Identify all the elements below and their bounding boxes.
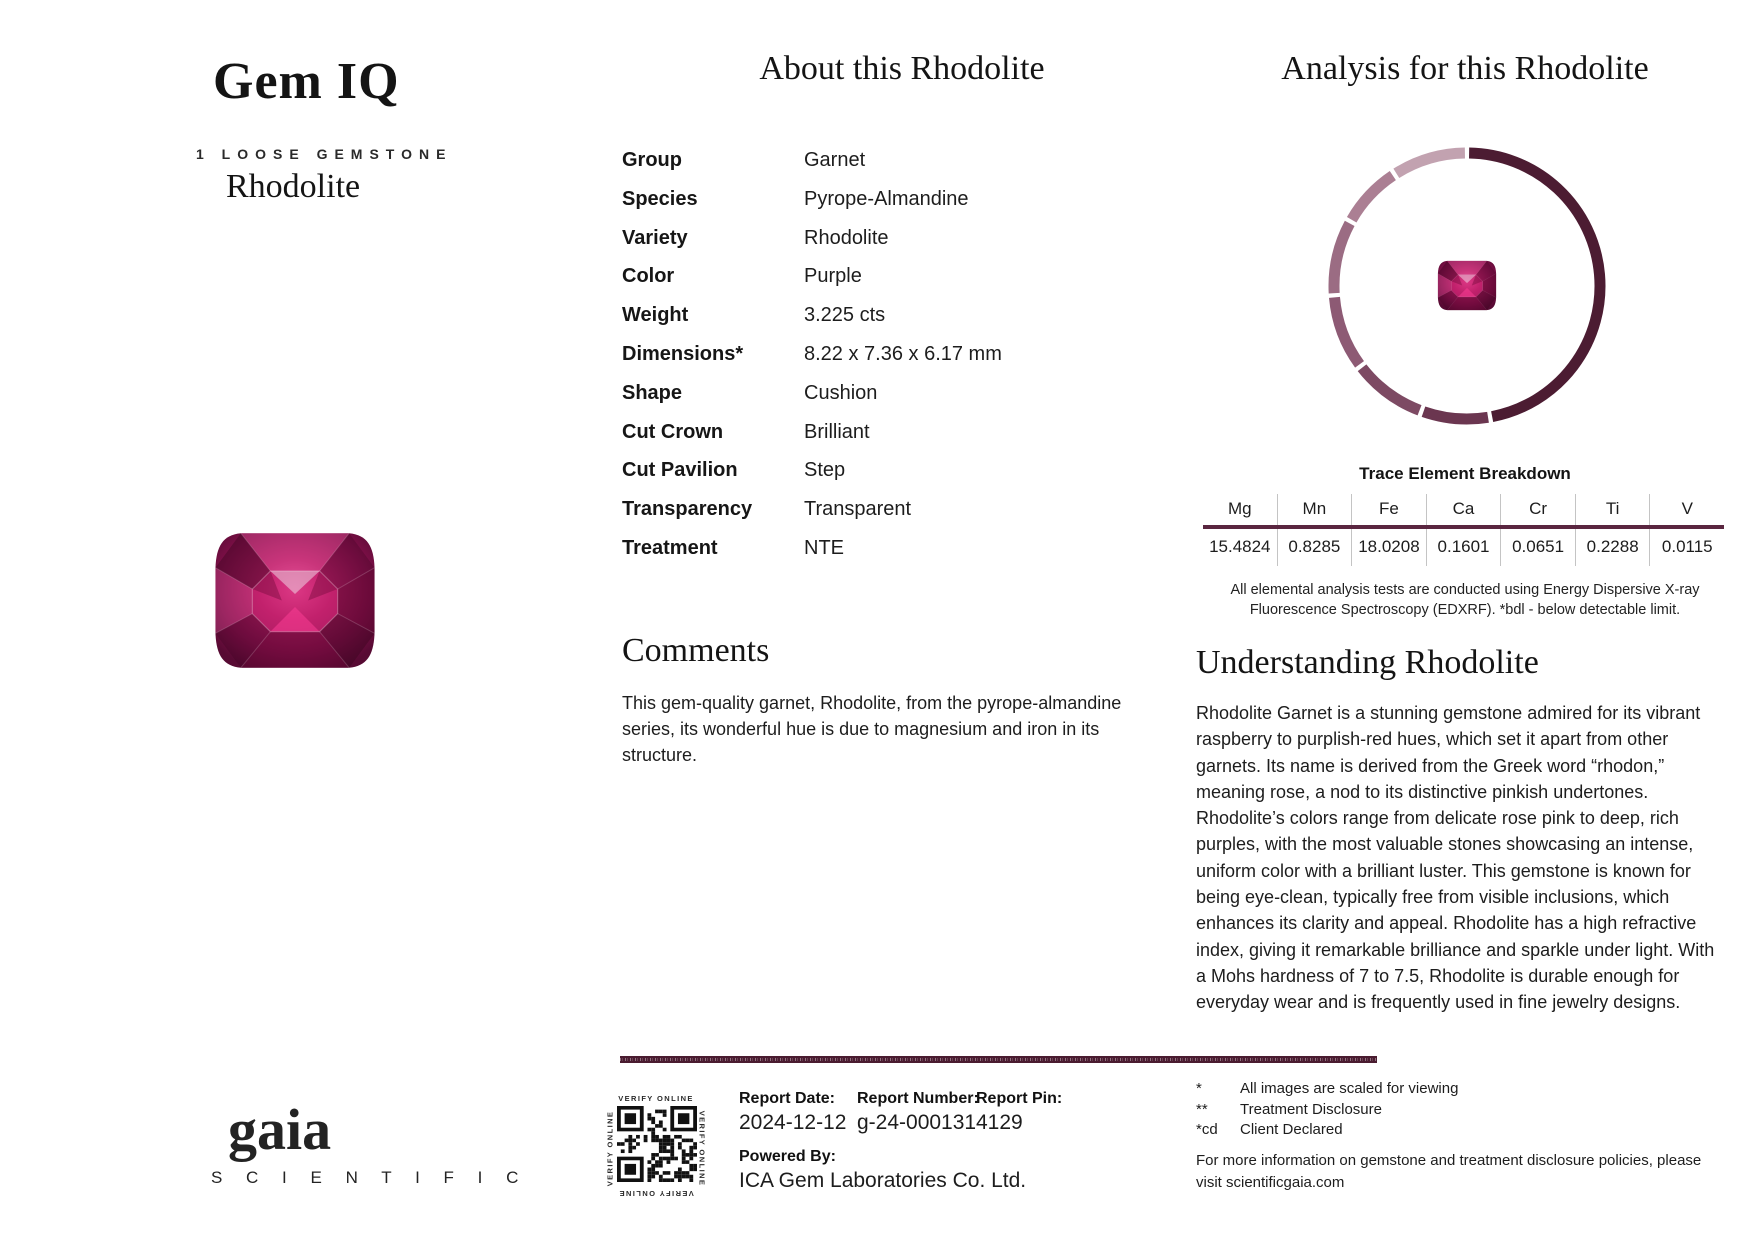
trace-element-symbol: Mn [1302,499,1327,518]
footnote-symbol: * [1196,1080,1202,1097]
trace-element-value: 0.0115 [1661,537,1713,556]
table-rule [1203,525,1724,529]
property-label: Treatment [622,536,718,559]
report-date-value: 2024-12-12 [739,1111,847,1134]
loose-gemstone-count-label: 1 LOOSE GEMSTONE [196,146,453,162]
report-pin-field [976,1090,1062,1135]
property-label: Transparency [622,498,753,521]
trace-column [1203,494,1277,566]
understanding-heading: Understanding Rhodolite [1196,644,1539,681]
footnotes-list [1196,1080,1736,1142]
stone-name: Rhodolite [226,168,361,205]
property-row [622,227,1122,266]
property-row [622,421,1122,460]
trace-element-value: 15.4824 [1209,537,1271,556]
trace-column [1500,494,1575,566]
understanding-text: Rhodolite Garnet is a stunning gemstone admired for its vibrant raspberry to purplish-red hues, which set it apart from other garnets. Its name is derived from the Greek word “rhodon,” meaning rose, a nod to its distinctive pinkish undertones. Rhodolite’s colors range from delicate rose pink to deep, rich purples, with the most valuable stones showcasing an intense, uniform color with a brilliant luster. This gemstone is known for being eye-clean, typically free from visible inclusions, which enhances its clarity and appeal. Rhodolite has a high refractive index, giving it remarkable brilliance and sparkle under light. With a Mohs hardness of 7 to 7.5, Rhodolite is durable enough for everyday wear and is frequently used in fine jewelry designs. [1196,703,1715,1013]
gaia-logo: gaia [228,1097,332,1162]
brand-title: Gem IQ [213,53,400,110]
verify-online-label-top: VERIFY ONLINE [618,1094,694,1103]
property-row [622,459,1122,498]
property-row [622,343,1122,382]
footnote-text: All images are scaled for viewing [1240,1080,1459,1097]
trace-element-symbol: Ti [1605,499,1620,518]
property-value: Purple [804,265,862,288]
report-pin-label: Report Pin: [976,1090,1063,1107]
qr-code [617,1106,697,1182]
about-section-heading: About this Rhodolite [759,50,1045,87]
property-label: Cut Pavilion [622,459,738,482]
report-number-label: Report Number: [857,1090,979,1107]
property-label: Color [622,265,675,288]
trace-column [1649,494,1724,566]
verify-online-label-bottom: VERIFY ONLINE [618,1189,694,1198]
property-row [622,149,1122,188]
verify-online-label-right: VERIFY ONLINE [697,1110,707,1187]
donut-segment [1362,368,1420,411]
property-value: Rhodolite [804,226,889,249]
property-value: NTE [804,536,844,559]
property-value: Garnet [804,149,866,171]
disclosure-info-text: For more information on gemstone and treatment disclosure policies, please visit scientificgaia.com [1196,1152,1702,1191]
trace-element-value: 0.0651 [1512,537,1565,556]
property-value: Transparent [804,498,912,521]
report-number-field [857,1090,979,1135]
property-row [622,304,1122,343]
powered-by-field [739,1148,1026,1193]
donut-segment [1334,297,1359,364]
report-date-label: Report Date: [739,1090,836,1107]
property-row [622,537,1122,576]
footnote-symbol: ** [1196,1100,1208,1118]
trace-element-symbol: V [1681,499,1693,518]
property-label: Species [622,187,698,210]
property-label: Group [622,149,682,171]
trace-element-heading: Trace Element Breakdown [1359,464,1571,483]
property-row [622,188,1122,227]
footnote-row [1196,1101,1736,1122]
property-label: Shape [622,381,683,404]
trace-element-value: 0.2288 [1586,537,1639,556]
trace-element-symbol: Mg [1227,499,1252,518]
trace-element-table [1203,494,1724,566]
property-row [622,498,1122,537]
property-value: Brilliant [804,420,870,443]
report-number-value: g-24-000131 [857,1111,977,1134]
trace-column [1351,494,1426,566]
property-value: Pyrope-Almandine [804,187,969,210]
report-date-field [739,1090,846,1135]
property-value: Step [804,459,846,482]
trace-column [1277,494,1352,566]
trace-element-value: 0.8285 [1288,537,1341,556]
property-label: Variety [622,226,688,249]
property-label: Dimensions* [622,342,744,365]
trace-element-value: 18.0208 [1358,537,1420,556]
footnote-text: Client Declared [1240,1121,1343,1138]
trace-column [1575,494,1650,566]
donut-segment [1423,412,1488,419]
footnote-row [1196,1080,1736,1101]
trace-element-symbol: Ca [1452,499,1475,518]
property-row [622,265,1122,304]
property-value: Cushion [804,381,878,404]
trace-element-symbol: Cr [1529,499,1548,518]
donut-segment [1396,153,1465,173]
property-value: 8.22 x 7.36 x 6.17 mm [804,342,1002,365]
trace-element-value: 0.1601 [1437,537,1490,556]
footnote-symbol: *cd [1196,1121,1218,1138]
powered-by-value: ICA Gem Laboratories Co. Ltd. [739,1169,1027,1192]
donut-segment [1334,223,1350,293]
gemstone-photo [213,528,377,673]
footnote-row [1196,1121,1736,1142]
security-microtext-band [620,1056,1377,1063]
gaia-logo-subtitle: S C I E N T I F I C [211,1168,528,1187]
trace-element-symbol: Fe [1379,499,1399,518]
property-label: Cut Crown [622,420,724,443]
report-pin-value: 4129 [976,1111,1023,1134]
comments-text: This gem-quality garnet, Rhodolite, from the pyrope-almandine series, its wonderful hue is due to magnesium and iron in its structure. [622,693,1122,765]
gem-properties-table [622,149,1122,576]
analysis-section-heading: Analysis for this Rhodolite [1281,50,1649,87]
trace-column [1426,494,1501,566]
gemstone-photo-small [1437,259,1497,312]
powered-by-label: Powered By: [739,1148,836,1165]
property-row [622,382,1122,421]
donut-segment [1352,176,1393,220]
qr-verify-block [600,1092,712,1196]
verify-online-label-left: VERIFY ONLINE [605,1110,615,1187]
property-label: Weight [622,304,689,327]
comments-heading: Comments [622,632,770,669]
property-value: 3.225 cts [804,304,886,327]
footnote-text: Treatment Disclosure [1240,1100,1382,1118]
edxrf-method-note: All elemental analysis tests are conducted using Energy Dispersive X-ray Fluorescence Spectroscopy (EDXRF). *bdl - below detectable limit. [1230,582,1700,618]
